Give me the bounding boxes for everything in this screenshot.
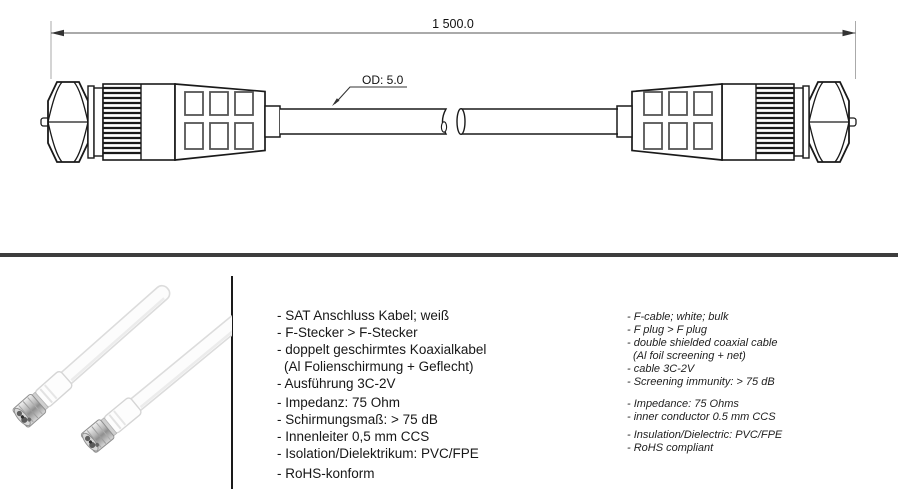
spec-line-en: - Screening immunity: > 75 dB	[627, 376, 775, 388]
product-photo	[0, 270, 232, 494]
spec-line-de-continuation: (Al Folienschirmung + Geflecht)	[284, 359, 474, 374]
spec-line-en: - Insulation/Dielectric: PVC/FPE	[627, 429, 783, 441]
cable-right-segment	[457, 109, 618, 135]
spec-line-en: - inner conductor 0.5 mm CCS	[627, 411, 776, 423]
length-dimension-label: 1 500.0	[432, 17, 474, 31]
cable-plug-front	[11, 279, 175, 428]
cable-left-segment	[280, 109, 447, 134]
f-connector-left-drawing	[41, 82, 280, 162]
specs-english	[627, 311, 887, 455]
cable-plug-rear	[79, 309, 232, 454]
spec-line-en: - RoHS compliant	[627, 442, 714, 454]
spec-line-de: - Isolation/Dielektrikum: PVC/FPE	[277, 446, 479, 461]
od-callout	[332, 73, 407, 106]
spec-line-en: - double shielded coaxial cable	[627, 337, 778, 349]
spec-line-en: - cable 3C-2V	[627, 363, 695, 375]
spec-line-de: - Impedanz: 75 Ohm	[277, 395, 401, 410]
spec-line-en: - F plug > F plug	[627, 324, 708, 336]
spec-line-en: - Impedance: 75 Ohms	[627, 398, 739, 410]
f-connector-right-drawing	[617, 82, 856, 162]
specs-german	[277, 307, 617, 482]
od-label: OD: 5.0	[362, 73, 404, 87]
spec-line-de: - Innenleiter 0,5 mm CCS	[277, 429, 430, 444]
section-divider	[0, 253, 898, 257]
spec-line-en-continuation: (Al foil screening + net)	[633, 350, 746, 362]
spec-line-de: - F-Stecker > F-Stecker	[277, 325, 418, 340]
spec-line-de: - SAT Anschluss Kabel; weiß	[277, 308, 450, 323]
spec-line-de: - Schirmungsmaß: > 75 dB	[277, 412, 438, 427]
spec-line-de: - Ausführung 3C-2V	[277, 376, 396, 391]
spec-line-de: - RoHS-konform	[277, 466, 375, 481]
spec-line-de: - doppelt geschirmtes Koaxialkabel	[277, 342, 487, 357]
spec-line-en: - F-cable; white; bulk	[627, 311, 729, 323]
